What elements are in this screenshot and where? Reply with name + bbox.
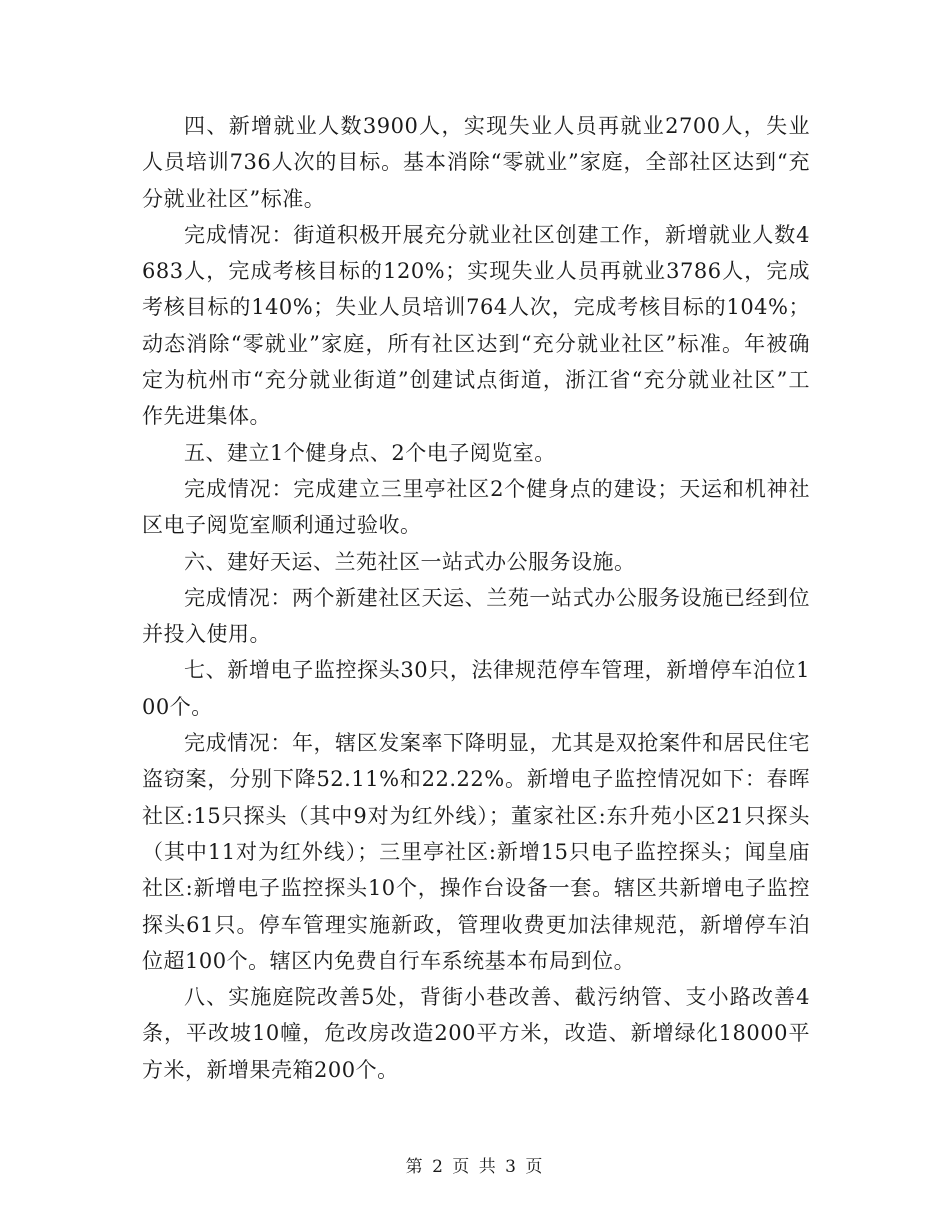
- paragraph-completion-seven: 完成情况：年，辖区发案率下降明显，尤其是双抢案件和居民住宅盗窃案，分别下降52.11%和22.22%。新增电子监控情况如下：春晖社区:15只探头（其中9对为红外线）；董家社区:东升苑小区21只探头（其中11对为红外线）；三里亭社区:新增15只电子监控探头；闻皇庙社区:新增电子监控探头10个，操作台设备一套。辖区共新增电子监控探头61只。停车管理实施新政，管理收费更加法律规范，新增停车泊位超100个。辖区内免费自行车系统基本布局到位。: [142, 731, 810, 973]
- paragraph-item-eight: 八、实施庭院改善5处，背街小巷改善、截污纳管、支小路改善4条，平改坡10幢，危改房改造200平方米，改造、新增绿化18000平方米，新增果壳箱200个。: [142, 985, 810, 1082]
- paragraph-item-five: 五、建立1个健身点、2个电子阅览室。: [184, 440, 556, 465]
- page-number-footer: 第 2 页 共 3 页: [405, 1157, 545, 1177]
- paragraph-item-four: 四、新增就业人数3900人，实现失业人员再就业2700人，失业人员培训736人次的目标。基本消除“零就业”家庭，全部社区达到“充分就业社区”标准。: [142, 114, 810, 211]
- paragraph-item-seven: 七、新增电子监控探头30只，法律规范停车管理，新增停车泊位100个。: [142, 658, 810, 719]
- paragraph-completion-six: 完成情况：两个新建社区天运、兰苑一站式办公服务设施已经到位并投入使用。: [142, 585, 810, 647]
- document-body: [142, 108, 810, 1088]
- paragraph-completion-four: 完成情况：街道积极开展充分就业社区创建工作，新增就业人数4683人，完成考核目标的120%；实现失业人员再就业3786人，完成考核目标的140%；失业人员培训764人次，完成考核目标的104%；动态消除“零就业”家庭，所有社区达到“充分就业社区”标准。年被确定为杭州市“充分就业街道”创建试点街道，浙江省“充分就业社区”工作先进集体。: [142, 222, 810, 429]
- paragraph-completion-five: 完成情况：完成建立三里亭社区2个健身点的建设；天运和机神社区电子阅览室顺利通过验收。: [142, 476, 810, 538]
- paragraph-item-six: 六、建好天运、兰苑社区一站式办公服务设施。: [184, 549, 636, 574]
